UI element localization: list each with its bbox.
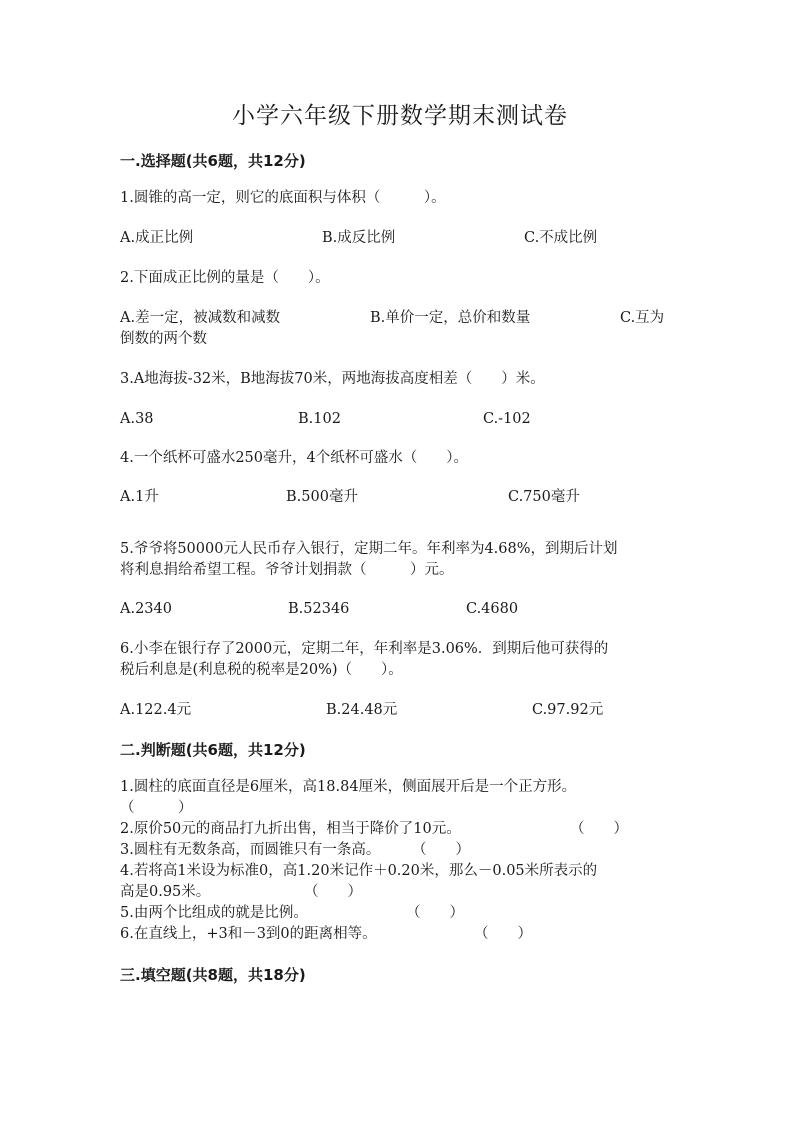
question-6-line-2: 税后利息是(利息税的税率是20%)（ ）。 bbox=[120, 662, 403, 678]
option-c: C.-102 bbox=[483, 411, 531, 427]
option-b: B.成反比例 bbox=[322, 230, 396, 246]
option-c: C.750毫升 bbox=[508, 489, 580, 505]
question-2: 2.下面成正比例的量是（ ）。 bbox=[120, 270, 330, 286]
option-c: C.互为 bbox=[620, 310, 665, 326]
question-6-line-1: 6.小李在银行存了2000元，定期二年，年利率是3.06%．到期后他可获得的 bbox=[120, 641, 609, 657]
option-a: A.1升 bbox=[120, 489, 159, 505]
answer-blank: （ ） bbox=[474, 926, 532, 942]
option-c: C.不成比例 bbox=[524, 230, 598, 246]
section-heading-fill-blank: 三.填空题(共8题，共18分) bbox=[120, 966, 306, 984]
answer-blank: （ ） bbox=[406, 905, 464, 921]
option-c: C.4680 bbox=[466, 601, 519, 617]
option-continuation: 倒数的两个数 bbox=[120, 331, 207, 347]
question-4: 4.一个纸杯可盛水250毫升，4个纸杯可盛水（ ）。 bbox=[120, 450, 468, 466]
option-b: B.24.48元 bbox=[326, 702, 398, 718]
page-title: 小学六年级下册数学期末测试卷 bbox=[232, 103, 568, 129]
answer-blank: （ ） bbox=[570, 821, 628, 837]
option-a: A.122.4元 bbox=[120, 702, 192, 718]
option-a: A.38 bbox=[120, 411, 154, 427]
option-c: C.97.92元 bbox=[532, 702, 604, 718]
option-b: B.102 bbox=[298, 411, 341, 427]
judgement-2: 2.原价50元的商品打九折出售，相当于降价了10元。 bbox=[120, 821, 461, 837]
option-b: B.500毫升 bbox=[286, 489, 358, 505]
answer-blank: （ ） bbox=[412, 842, 470, 858]
judgement-4: 4.若将高1米设为标准0，高1.20米记作＋0.20米，那么－0.05米所表示的 bbox=[120, 863, 598, 879]
option-b: B.单价一定，总价和数量 bbox=[370, 310, 531, 326]
judgement-5: 5.由两个比组成的就是比例。 bbox=[120, 905, 308, 921]
question-1: 1.圆锥的高一定，则它的底面积与体积（ ）。 bbox=[120, 190, 446, 206]
judgement-6: 6.在直线上，+3和－3到0的距离相等。 bbox=[120, 926, 377, 942]
question-5-line-2: 将利息捐给希望工程。爷爷计划捐款（ ）元。 bbox=[120, 562, 454, 578]
option-a: A.成正比例 bbox=[120, 230, 194, 246]
judgement-4-line-2: 高是0.95米。 bbox=[120, 884, 211, 900]
option-a: A.2340 bbox=[120, 601, 172, 617]
answer-blank: （ ） bbox=[120, 800, 193, 816]
judgement-3: 3.圆柱有无数条高，而圆锥只有一条高。 bbox=[120, 842, 381, 858]
question-3: 3.A地海拔-32米，B地海拔70米，两地海拔高度相差（ ）米。 bbox=[120, 371, 545, 387]
section-heading-choice: 一.选择题(共6题，共12分) bbox=[120, 152, 306, 170]
question-5-line-1: 5.爷爷将50000元人民币存入银行，定期二年。年利率为4.68%，到期后计划 bbox=[120, 541, 618, 557]
section-heading-judgement: 二.判断题(共6题，共12分) bbox=[120, 741, 306, 759]
answer-blank: （ ） bbox=[304, 884, 362, 900]
judgement-1: 1.圆柱的底面直径是6厘米，高18.84厘米，侧面展开后是一个正方形。 bbox=[120, 779, 577, 795]
option-b: B.52346 bbox=[288, 601, 350, 617]
option-a: A.差一定，被减数和减数 bbox=[120, 310, 281, 326]
